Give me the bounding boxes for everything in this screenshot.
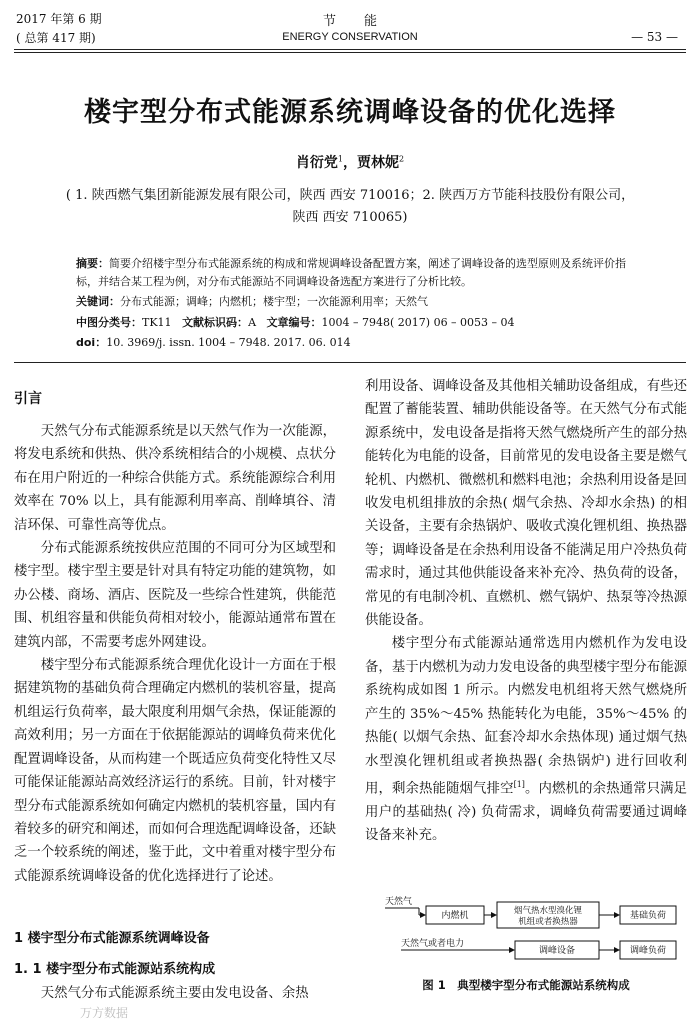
- citation-mark: [1]: [513, 779, 525, 789]
- journal-name-en: ENERGY CONSERVATION: [282, 31, 418, 43]
- base-load-label: 基础负荷: [629, 911, 667, 921]
- header-rule: [14, 49, 686, 50]
- clc-value: TK11: [142, 316, 172, 329]
- doccode-value: A: [248, 316, 257, 329]
- issue-line: 2017 年第 6 期: [16, 12, 102, 26]
- article-no-value: 1004 – 7948( 2017) 06 – 0053 – 04: [321, 316, 515, 329]
- keywords-text: 分布式能源；调峰；内燃机；楼宇型；一次能源利用率；天然气: [120, 295, 428, 308]
- system-diagram: [383, 888, 683, 968]
- keywords-label: 关键词：: [76, 295, 120, 308]
- paragraph: 楼宇型分布式能源系统合理优化设计一方面在于根据建筑物的基础负荷合理确定内燃机的装机容量，提高机组运行负荷率，最大限度利用烟气余热，保证能源的高效利用；另一方面在于依据能源站的调峰负荷来优化配置调峰设备，从而构建一个既适应负荷变化特性又尽可能保证能源站高效经济运行的系统。目前，针对楼宇型分布式能源系统如何确定内燃机的装机容量，国内有着较多的研究和阐述，而如何合理选配调峰设备，还缺乏一个较系统的阐述，鉴于此，文中着重对楼宇型分布式能源系统调峰设备的优化选择进行了论述。: [14, 658, 336, 884]
- heat-recovery-label: 机组或者换热器: [518, 917, 578, 927]
- paragraph: 分布式能源系统按供应范围的不同可分为区域型和楼宇型。楼宇型主要是针对具有特定功能的建筑物，如办公楼、商场、酒店、医院及一些综合性建筑，供能范围、机组容量和供能负荷相对较小，能源站通常布置在建筑内部，不需要考虑外网建设。: [14, 541, 336, 650]
- paragraph: 天然气分布式能源系统是以天然气作为一次能源，将发电系统和供热、供冷系统相结合的小规模、点状分布在用户附近的一种综合供能方式。系统能源综合利用效率在 70% 以上，具有能源利用率高、削峰填谷、清洁环保、可靠性高等优点。: [14, 424, 336, 533]
- abstract-label: 摘要：: [76, 257, 109, 270]
- paragraph-text: 楼宇型分布式能源站通常选用内燃机作为发电设备，基于内燃机为动力发电设备的典型楼宇型分布能源系统构成如图 1 所示。内燃发电机组将天然气燃烧所产生的 35%～45% 热能转化为电能，35%～45% 的热能( 以烟气余热、缸套冷却水余热体现) 通过烟气热水型溴化锂机组或者换热器( 余热锅炉) 进行回收利用，剩余热能随烟气排空: [365, 636, 687, 797]
- subsection-heading: 1. 1 楼宇型分布式能源站系统构成: [14, 962, 216, 977]
- affiliation-mark: 1: [337, 154, 343, 164]
- article-title: 楼宇型分布式能源系统调峰设备的优化选择: [84, 97, 616, 128]
- affiliation-mark: 2: [399, 154, 405, 164]
- paragraph: [365, 632, 687, 847]
- intro-heading: 引言: [14, 391, 42, 407]
- affiliations: ( 1. 陕西燃气集团新能源发展有限公司，陕西 西安 710016；2. 陕西万方节能科技股份有限公司，陕西 西安 710065): [65, 188, 635, 225]
- keywords: [76, 293, 638, 311]
- section-heading: 1 楼宇型分布式能源系统调峰设备: [14, 931, 210, 946]
- author-name: 贾林妮: [357, 155, 399, 171]
- abstract: [76, 255, 638, 291]
- doi-value: 10. 3969/j. issn. 1004 – 7948. 2017. 06. 014: [106, 336, 351, 349]
- journal-name-cn: 节能: [322, 14, 405, 29]
- peak-load-label: 调峰负荷: [629, 946, 667, 956]
- classification-line: [76, 314, 638, 332]
- meta-rule: [14, 362, 686, 363]
- doccode-label: 文献标识码：: [182, 316, 249, 329]
- author-separator: ，: [343, 155, 357, 171]
- paragraph-text: 。内燃机的余热通常只满足用户的基础热( 冷) 负荷需求，调峰负荷需要通过调峰设备来补充。: [365, 781, 688, 844]
- watermark: 万方数据: [80, 1006, 129, 1020]
- right-column: [365, 375, 687, 848]
- paragraph: 利用设备、调峰设备及其他相关辅助设备组成，有些还配置了蓄能装置、辅助供能设备等。在天然气分布式能源系统中，发电设备是指将天然气燃烧所产生的部分热能转化为电能的设备，目前常见的发电设备主要是燃气轮机、内燃机、微燃机和燃料电池；余热利用设备是回收发电机组排放的余热( 烟气余热、冷却水余热) 的相关设备，主要有余热锅炉、吸收式溴化锂机组、换热器等；调峰设备是在余热利用设备不能满足用户冷热负荷需求时，通过其他供能设备来补充冷、热负荷的设备，常见的有电制冷机、直燃机、燃气锅炉、热泵等冷热源供能设备。: [365, 379, 687, 629]
- doi-label: doi：: [76, 336, 107, 349]
- author-name: 肖衍党: [295, 155, 338, 171]
- page-number: — 53 —: [631, 30, 678, 44]
- doi-line: [76, 334, 638, 352]
- heat-recovery-label: 烟气热水型溴化锂: [513, 906, 583, 916]
- figure-caption: 图 1 典型楼宇型分布式能源站系统构成: [422, 978, 630, 992]
- running-header-center: [0, 10, 700, 43]
- left-column: [14, 420, 336, 888]
- volume-line: ( 总第 417 期): [16, 31, 96, 45]
- engine-label: 内燃机: [441, 911, 469, 921]
- abstract-text: 简要介绍楼宇型分布式能源系统的构成和常规调峰设备配置方案，阐述了调峰设备的选型原则及系统评价指标，并结合某工程为例，对分布式能源站不同调峰设备选配方案进行了分析比较。: [76, 257, 626, 288]
- input-gas-label: 天然气: [385, 897, 413, 907]
- author-line: [0, 152, 700, 172]
- input-gas-power-label: 天然气或者电力: [401, 939, 465, 949]
- peak-equipment-label: 调峰设备: [538, 946, 576, 956]
- article-no-label: 文章编号：: [266, 316, 322, 329]
- clc-label: 中图分类号：: [76, 316, 142, 329]
- paragraph: 天然气分布式能源系统主要由发电设备、余热: [40, 986, 309, 1001]
- left-column-continued: [14, 982, 336, 1005]
- header-rule: [14, 52, 686, 53]
